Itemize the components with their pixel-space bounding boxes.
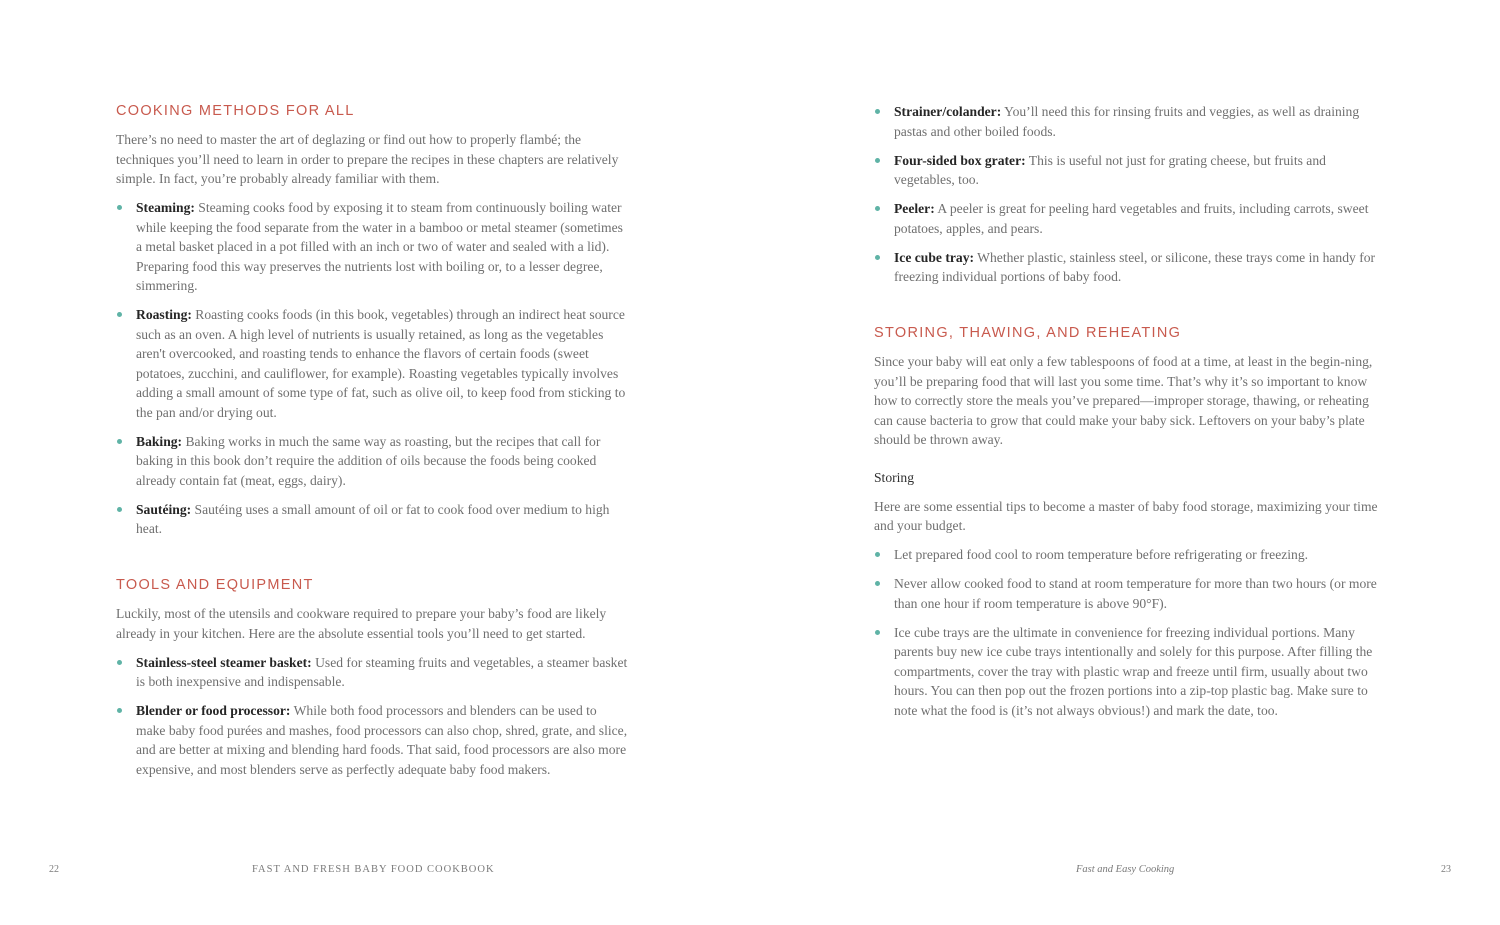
- cooking-methods-list: [116, 198, 628, 539]
- list-item-strainer: [874, 102, 1386, 141]
- list-item-steamer-basket: [116, 653, 628, 692]
- description: While both food processors and blenders can be used to make baby food purées and mashes, food processors can also chop, shred, grate, and slice, and are better at mixing and blending hard foods. That said, food processors are also more expensive, and most blenders serve as perfectly adequate baby food makers.: [136, 703, 628, 777]
- bullet-dot-icon: [117, 205, 122, 210]
- bullet-dot-icon: [875, 552, 880, 557]
- section-spacer: [116, 548, 628, 576]
- bullet-dot-icon: [875, 206, 880, 211]
- list-item-blender: [116, 701, 628, 779]
- tools-list-continued: [874, 102, 1386, 287]
- tools-list: [116, 653, 628, 780]
- left-column: [116, 102, 628, 789]
- term: Stainless-steel steamer basket:: [136, 654, 312, 670]
- storing-intro: Since your baby will eat only a few tablespoons of food at a time, at least in the begin-ning, you’ll be preparing food that will last you some time. That’s why it’s so important to know how to correctly store the meals you’ve prepared—improper storage, thawing, or reheating can cause bacteria to grow that could make your baby sick. Leftovers on your baby’s plate should be thrown away.: [874, 354, 1373, 447]
- cooking-methods-intro: There’s no need to master the art of deglazing or find out how to properly flambé; the techniques you’ll need to learn in order to prepare the recipes in these chapters are relatively simple. In fact, you’re probably already familiar with them.: [116, 132, 619, 186]
- description: Baking works in much the same way as roasting, but the recipes that call for baking in this book don’t require the addition of oils because the foods being cooked already contain fat (meat, eggs, dairy).: [136, 433, 601, 488]
- term: Four-sided box grater:: [894, 152, 1026, 168]
- section-heading-tools: TOOLS AND EQUIPMENT: [116, 577, 314, 593]
- subheading-storing: Storing: [874, 469, 915, 485]
- list-item-room-temperature: [874, 574, 1386, 613]
- term: Peeler:: [894, 201, 935, 216]
- description: Steaming cooks food by exposing it to steam from continuously boiling water while keeping the food separate from the water in a bamboo or metal steamer (sometimes a metal basket placed in a pot filled with an inch or two of water and sealed with a lid). Preparing food this way preserves the nutrients lost with boiling or, to a lesser degree, simmering.: [136, 200, 623, 293]
- list-item-grater: [874, 151, 1386, 190]
- description: Never allow cooked food to stand at room temperature for more than two hours (or more than one hour if room temperature is above 90°F).: [894, 576, 1377, 611]
- list-item-cool-food: [874, 545, 1386, 565]
- storing-tips-list: [874, 545, 1386, 720]
- page-number-right: 23: [1441, 864, 1451, 875]
- right-column: [874, 102, 1386, 730]
- bullet-dot-icon: [875, 158, 880, 163]
- list-item-peeler: [874, 199, 1386, 238]
- term: Baking:: [136, 433, 183, 449]
- term: Roasting:: [136, 307, 192, 322]
- description: Used for steaming fruits and vegetables, a steamer basket is both inexpensive and indispensable.: [136, 654, 628, 689]
- bullet-dot-icon: [875, 109, 880, 114]
- description: You’ll need this for rinsing fruits and veggies, as well as draining pastas and other boiled foods.: [894, 104, 1360, 139]
- description: A peeler is great for peeling hard vegetables and fruits, including carrots, sweet potatoes, apples, and pears.: [894, 201, 1369, 236]
- term: Sautéing:: [136, 501, 192, 517]
- list-item-ice-cube-trays: [874, 623, 1386, 721]
- description: Whether plastic, stainless steel, or silicone, these trays come in handy for freezing individual portions of baby food.: [894, 249, 1376, 284]
- right-page: [750, 0, 1500, 925]
- description: Let prepared food cool to room temperature before refrigerating or freezing.: [894, 547, 1309, 562]
- term: Blender or food processor:: [136, 703, 291, 718]
- storing-sub-intro: Here are some essential tips to become a master of baby food storage, maximizing your time and your budget.: [874, 498, 1378, 533]
- tools-intro: Luckily, most of the utensils and cookware required to prepare your baby’s food are likely already in your kitchen. Here are the absolute essential tools you’ll need to get started.: [116, 606, 607, 641]
- bullet-dot-icon: [117, 660, 122, 665]
- description: Ice cube trays are the ultimate in convenience for freezing individual portions. Many parents buy new ice cube trays intentionally and solely for this purpose. After filling the compartments, cover the tray with plastic wrap and freeze until firm, usually about two hours. You can then pop out the frozen portions into a zip-top plastic bag. Make sure to note what the food is (it’s not always obvious!) and mark the date, too.: [894, 624, 1373, 718]
- list-item-steaming: [116, 198, 628, 296]
- list-item-ice-cube-tray: [874, 248, 1386, 287]
- list-item-baking: [116, 432, 628, 491]
- bullet-dot-icon: [117, 507, 122, 512]
- page-number-left: 22: [49, 864, 59, 875]
- section-heading-cooking-methods: COOKING METHODS FOR ALL: [116, 103, 355, 119]
- bullet-dot-icon: [875, 255, 880, 260]
- bullet-dot-icon: [117, 312, 122, 317]
- term: Strainer/colander:: [894, 104, 1002, 119]
- description: This is useful not just for grating cheese, but fruits and vegetables, too.: [894, 152, 1326, 187]
- term: Steaming:: [136, 200, 195, 215]
- list-item-roasting: [116, 305, 628, 422]
- bullet-dot-icon: [875, 581, 880, 586]
- bullet-dot-icon: [875, 630, 880, 635]
- description: Sautéing uses a small amount of oil or fat to cook food over medium to high heat.: [136, 501, 610, 536]
- description: Roasting cooks foods (in this book, vegetables) through an indirect heat source such as an oven. A high level of nutrients is usually retained, as long as the vegetables aren't overcooked, and roasting tends to enhance the flavors of certain foods (sweet potatoes, zucchini, and cauliflower, for example). Roasting vegetables typically involves adding a small amount of some type of fat, such as olive oil, to keep food from sticking to the pan and/or drying out.: [136, 307, 626, 420]
- term: Ice cube tray:: [894, 249, 975, 265]
- bullet-dot-icon: [117, 708, 122, 713]
- running-head-book-title: FAST AND FRESH BABY FOOD COOKBOOK: [252, 864, 495, 875]
- bullet-dot-icon: [117, 439, 122, 444]
- list-item-sauteing: [116, 500, 628, 539]
- running-head-chapter-title: Fast and Easy Cooking: [1076, 864, 1175, 875]
- section-spacer: [874, 296, 1386, 324]
- section-heading-storing: STORING, THAWING, AND REHEATING: [874, 325, 1182, 341]
